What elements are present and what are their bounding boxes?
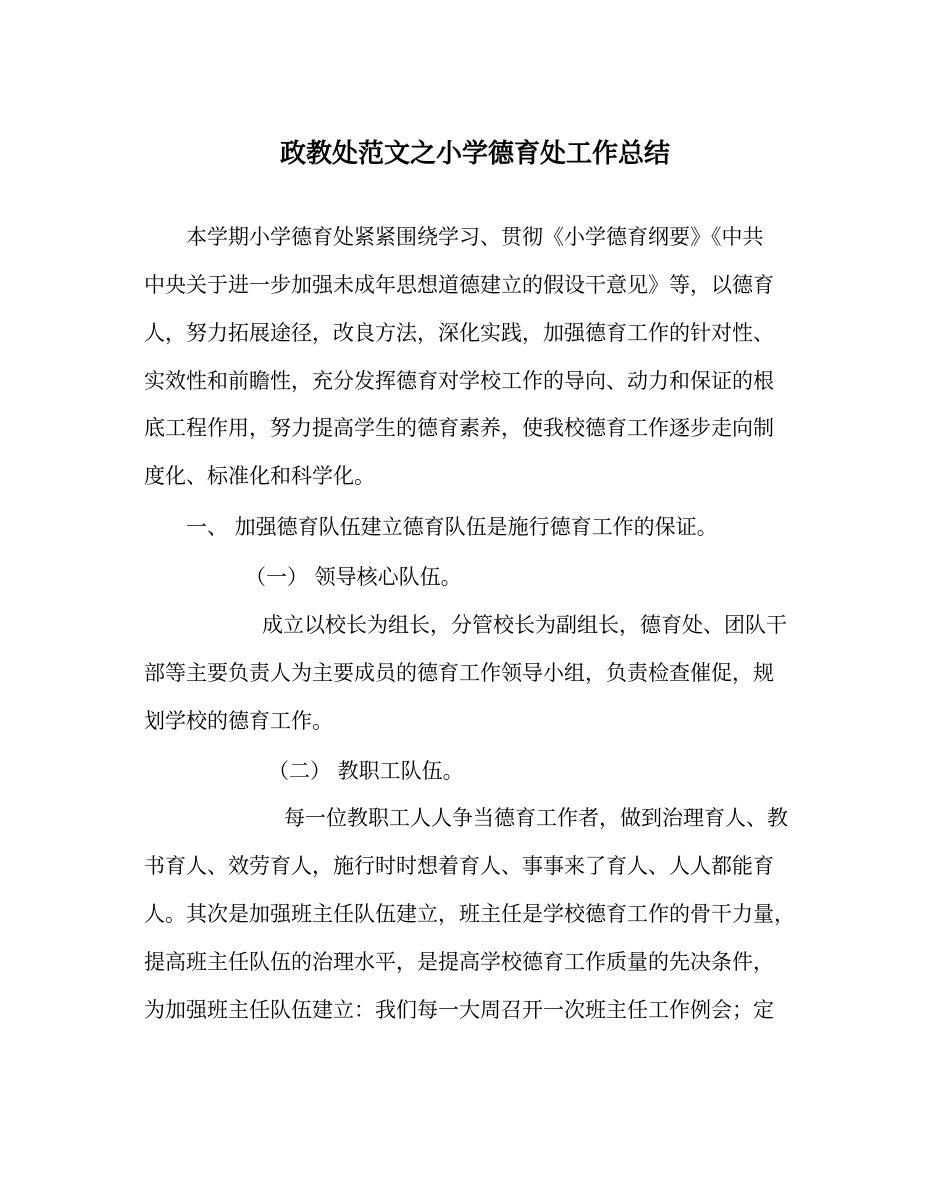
paragraph-line: 中央关于进一步加强未成年思想道德建立的假设干意见》等，以德育	[144, 273, 774, 297]
paragraph-line: 实效性和前瞻性，充分发挥德育对学校工作的导向、动力和保证的根	[144, 369, 774, 393]
page-title: 政教处范文之小学德育处工作总结	[279, 139, 670, 169]
paragraph-line: 划学校的德育工作。	[144, 709, 333, 733]
paragraph-line: 人，努力拓展途径，改良方法，深化实践，加强德育工作的针对性、	[144, 321, 774, 345]
paragraph-line: 提高班主任队伍的治理水平，是提高学校德育工作质量的先决条件，	[144, 950, 774, 974]
paragraph-line: 度化、标准化和科学化。	[144, 464, 375, 488]
paragraph-line: 人。其次是加强班主任队伍建立，班主任是学校德育工作的骨干力量，	[144, 902, 795, 926]
paragraph-line: 每一位教职工人人争当德育工作者，做到治理育人、教	[284, 806, 788, 830]
subsection-heading: （一） 领导核心队伍。	[245, 565, 462, 589]
paragraph-line: 本学期小学德育处紧紧围绕学习、贯彻《小学德育纲要》《中共	[186, 225, 764, 249]
paragraph-line: 底工程作用，努力提高学生的德育素养，使我校德育工作逐步走向制	[144, 416, 774, 440]
paragraph-line: 为加强班主任队伍建立：我们每一大周召开一次班主任工作例会；定	[144, 998, 774, 1022]
paragraph-line: 成立以校长为组长，分管校长为副组长，德育处、团队干	[262, 613, 787, 637]
subsection-heading: （二） 教职工队伍。	[268, 759, 464, 783]
section-heading: 一、 加强德育队伍建立德育队伍是施行德育工作的保证。	[186, 515, 718, 539]
paragraph-line: 书育人、效劳育人，施行时时想着育人、事事来了育人、人人都能育	[144, 854, 774, 878]
paragraph-line: 部等主要负责人为主要成员的德育工作领导小组，负责检查催促，规	[144, 661, 774, 685]
